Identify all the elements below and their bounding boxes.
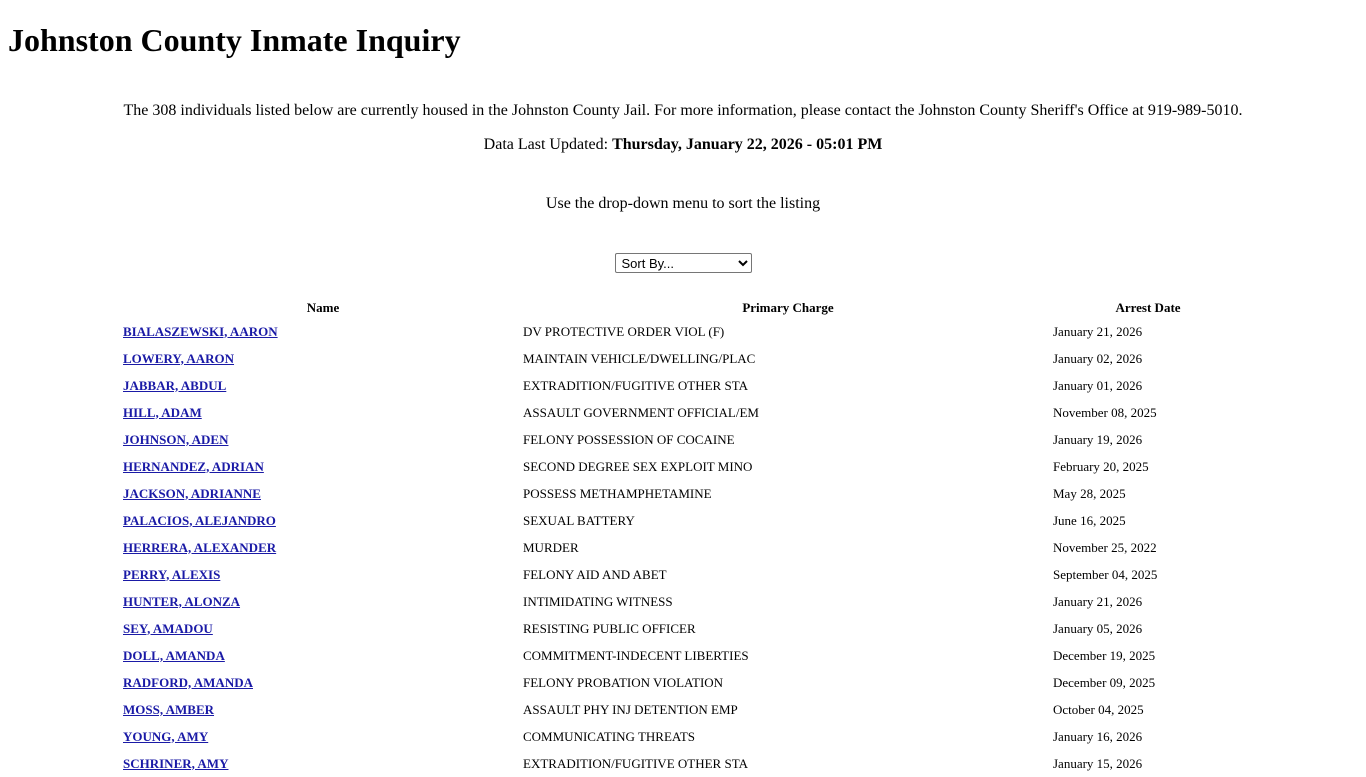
inmate-name-link[interactable]: LOWERY, AARON [123,350,235,366]
primary-charge: EXTRADITION/FUGITIVE OTHER STA [523,755,748,771]
inmate-name-link[interactable]: YOUNG, AMY [123,728,209,744]
arrest-date: November 08, 2025 [1053,404,1157,420]
inmate-name-link[interactable]: JABBAR, ABDUL [123,377,227,393]
table-row [123,345,1243,372]
arrest-date: December 19, 2025 [1053,647,1156,663]
primary-charge: COMMITMENT-INDECENT LIBERTIES [523,647,749,663]
primary-charge: POSSESS METHAMPHETAMINE [523,485,712,501]
arrest-date: January 16, 2026 [1053,728,1143,744]
arrest-date: January 05, 2026 [1053,620,1143,636]
arrest-date: September 04, 2025 [1053,566,1158,582]
arrest-date: January 15, 2026 [1053,755,1143,771]
inmate-name-link[interactable]: PALACIOS, ALEJANDRO [123,512,276,528]
table-row [123,696,1243,723]
sort-by-dropdown[interactable] [615,253,752,273]
table-row [123,750,1243,777]
inmate-name-link[interactable]: DOLL, AMANDA [123,647,225,663]
inmate-name-link[interactable]: HILL, ADAM [123,404,202,420]
page-title: Johnston County Inmate Inquiry [8,22,461,58]
primary-charge: RESISTING PUBLIC OFFICER [523,620,696,636]
table-row [123,723,1243,750]
table-row [123,507,1243,534]
primary-charge: EXTRADITION/FUGITIVE OTHER STA [523,377,748,393]
primary-charge: SECOND DEGREE SEX EXPLOIT MINO [523,458,753,474]
inmate-name-link[interactable]: SEY, AMADOU [123,620,213,636]
arrest-date: June 16, 2025 [1053,512,1126,528]
last-updated-value: Thursday, January 22, 2026 - 05:01 PM [612,136,883,153]
inmate-name-link[interactable]: HUNTER, ALONZA [123,593,241,609]
inmate-name-link[interactable]: RADFORD, AMANDA [123,674,253,690]
inmate-name-link[interactable]: PERRY, ALEXIS [123,566,221,582]
table-row [123,453,1243,480]
intro-section [123,100,1243,275]
table-row [123,318,1243,345]
inmate-name-link[interactable]: BIALASZEWSKI, AARON [123,323,278,339]
arrest-date: November 25, 2022 [1053,539,1157,555]
table-row [123,372,1243,399]
last-updated [123,134,1243,156]
primary-charge: MAINTAIN VEHICLE/DWELLING/PLAC [523,350,756,366]
arrest-date: October 04, 2025 [1053,701,1144,717]
arrest-date: February 20, 2025 [1053,458,1149,474]
primary-charge: FELONY POSSESSION OF COCAINE [523,431,735,447]
primary-charge: INTIMIDATING WITNESS [523,593,673,609]
inmate-name-link[interactable]: JACKSON, ADRIANNE [123,485,261,501]
table-row [123,615,1243,642]
last-updated-label: Data Last Updated: [483,136,613,153]
inmate-name-link[interactable]: JOHNSON, ADEN [123,431,229,447]
primary-charge: ASSAULT PHY INJ DETENTION EMP [523,701,738,717]
arrest-date: May 28, 2025 [1053,485,1126,501]
column-header-charge: Primary Charge [742,300,834,315]
inmate-table [123,298,1243,777]
table-row [123,399,1243,426]
table-header-row [123,298,1243,318]
arrest-date: December 09, 2025 [1053,674,1156,690]
arrest-date: January 02, 2026 [1053,350,1143,366]
arrest-date: January 19, 2026 [1053,431,1143,447]
table-row [123,588,1243,615]
column-header-name: Name [306,300,340,315]
arrest-date: January 21, 2026 [1053,323,1143,339]
primary-charge: MURDER [523,539,579,555]
arrest-date: January 01, 2026 [1053,377,1143,393]
inmate-name-link[interactable]: SCHRINER, AMY [123,755,229,771]
table-row [123,534,1243,561]
primary-charge: FELONY PROBATION VIOLATION [523,674,724,690]
primary-charge: SEXUAL BATTERY [523,512,635,528]
arrest-date: January 21, 2026 [1053,593,1143,609]
primary-charge: DV PROTECTIVE ORDER VIOL (F) [523,323,725,339]
table-row [123,642,1243,669]
primary-charge: FELONY AID AND ABET [523,566,667,582]
table-row [123,561,1243,588]
table-row [123,480,1243,507]
inmate-name-link[interactable]: HERRERA, ALEXANDER [123,539,277,555]
primary-charge: COMMUNICATING THREATS [523,728,696,744]
inmate-rows [123,318,1243,777]
sort-container [123,253,1243,275]
primary-charge: ASSAULT GOVERNMENT OFFICIAL/EM [523,404,759,420]
table-row [123,669,1243,696]
inmate-name-link[interactable]: HERNANDEZ, ADRIAN [123,458,264,474]
sort-hint: Use the drop-down menu to sort the listing [545,195,821,212]
column-header-date: Arrest Date [1115,300,1181,315]
inmate-name-link[interactable]: MOSS, AMBER [123,701,215,717]
intro-text: The 308 individuals listed below are currently housed in the Johnston County Jail. For more information, please contact the Johnston County Sheriff's Office at 919-989-5010. [123,102,1243,119]
table-row [123,426,1243,453]
